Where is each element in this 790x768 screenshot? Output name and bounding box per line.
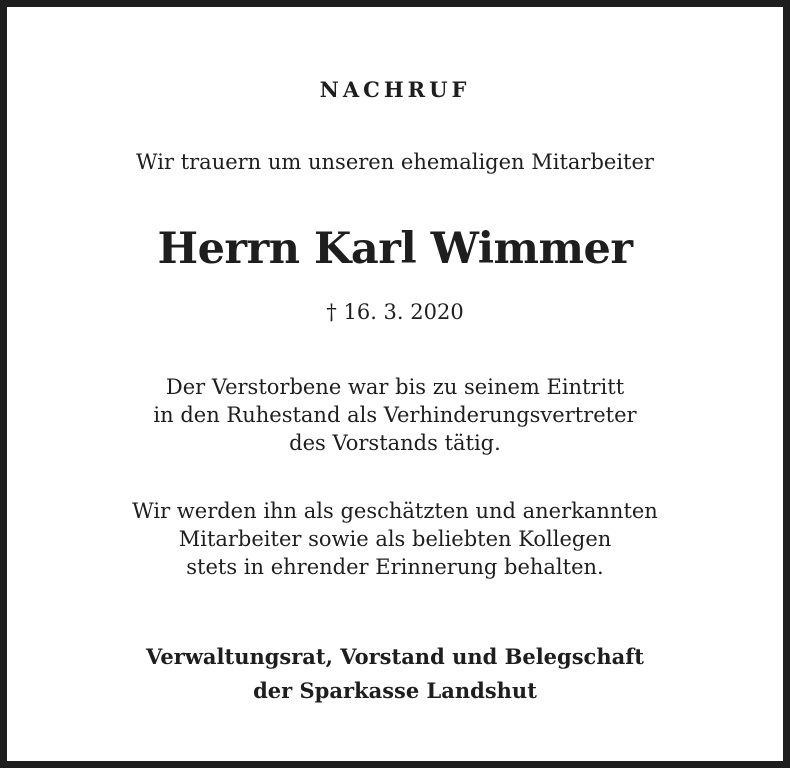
deceased-name: Herrn Karl Wimmer (157, 224, 633, 274)
paragraph-line: stets in ehrender Erinnerung behalten. (186, 555, 604, 579)
paragraph-line: Der Verstorbene war bis zu seinem Eintritt (165, 375, 625, 399)
paragraph-line: Wir werden ihn als geschätzten und anerkannten (132, 499, 658, 523)
signature-line: Verwaltungsrat, Vorstand und Belegschaft (146, 644, 644, 669)
signature-block (7, 640, 783, 708)
intro-text: Wir trauern um unseren ehemaligen Mitarbeiter (136, 150, 654, 174)
paragraph-line: in den Ruhestand als Verhinderungsvertreter (153, 403, 637, 427)
career-paragraph (7, 373, 783, 457)
signature-line: der Sparkasse Landshut (253, 678, 537, 703)
paragraph-line: Mitarbeiter sowie als beliebten Kollegen (178, 527, 612, 551)
remembrance-paragraph (7, 497, 783, 581)
paragraph-line: des Vorstands tätig. (289, 431, 501, 455)
death-date: † 16. 3. 2020 (326, 300, 464, 324)
notice-heading: NACHRUF (319, 77, 471, 102)
